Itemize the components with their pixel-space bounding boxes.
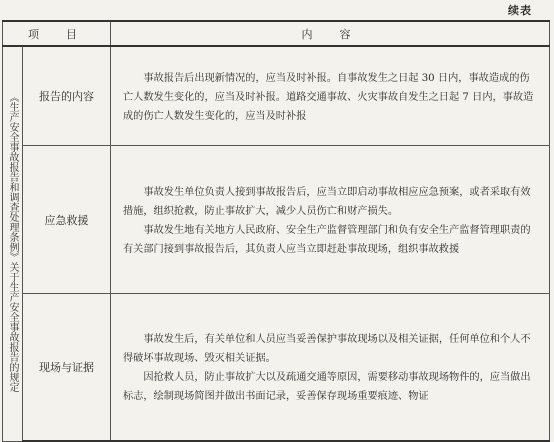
paragraph: 事故发生后，有关单位和人员应当妥善保护事故现场以及相关证据，任何单位和个人不得破坏事故现场、毁灭相关证据。 [123, 334, 531, 364]
row-item-report-content: 报告的内容 [23, 46, 111, 146]
row-item-scene-evidence: 现场与证据 [23, 294, 111, 442]
column-header-content: 内 容 [111, 21, 550, 46]
table-row [3, 146, 550, 294]
continued-label: 续表 [508, 4, 532, 17]
regulation-label-cell [3, 46, 23, 441]
table-row [3, 294, 550, 442]
regulation-table [2, 20, 550, 442]
row-content-emergency-rescue [111, 146, 550, 294]
regulation-label: 《生产安全事故报告和调查处理条例》关于生产安全事故报告的规定 [7, 92, 18, 393]
row-item-emergency-rescue: 应急救援 [23, 146, 111, 294]
paragraph: 事故报告后出现新情况的，应当及时补报。自事故发生之日起 30 日内，事故造成的伤亡人数发生变化的，应当及时补报。道路交通事故、火灾事故自发生之日起 7 日内，事故造成的伤亡人数发生变化的，应当及时补报 [123, 72, 534, 122]
table-header-row [3, 21, 550, 46]
row-content-scene-evidence [111, 294, 550, 442]
paragraph: 事故发生单位负责人接到事故报告后，应当立即启动事故相应应急预案，或者采取有效措施，组织抢救，防止事故扩大，减少人员伤亡和财产损失。 [123, 186, 531, 217]
paragraph: 事故发生地有关地方人民政府、安全生产监督管理部门和负有安全生产监督管理职责的有关部门接到事故报告后，其负责人应当立即赶赴事故现场，组织事故救援 [123, 224, 531, 255]
row-content-report-content [111, 46, 550, 146]
paragraph: 因抢救人员，防止事故扩大以及疏通交通等原因，需要移动事故现场物件的，应当做出标志，绘制现场简图并做出书面记录，妥善保存现场重要痕迹、物证 [123, 372, 531, 402]
column-header-item: 项 目 [3, 21, 111, 46]
table-row [3, 46, 550, 146]
